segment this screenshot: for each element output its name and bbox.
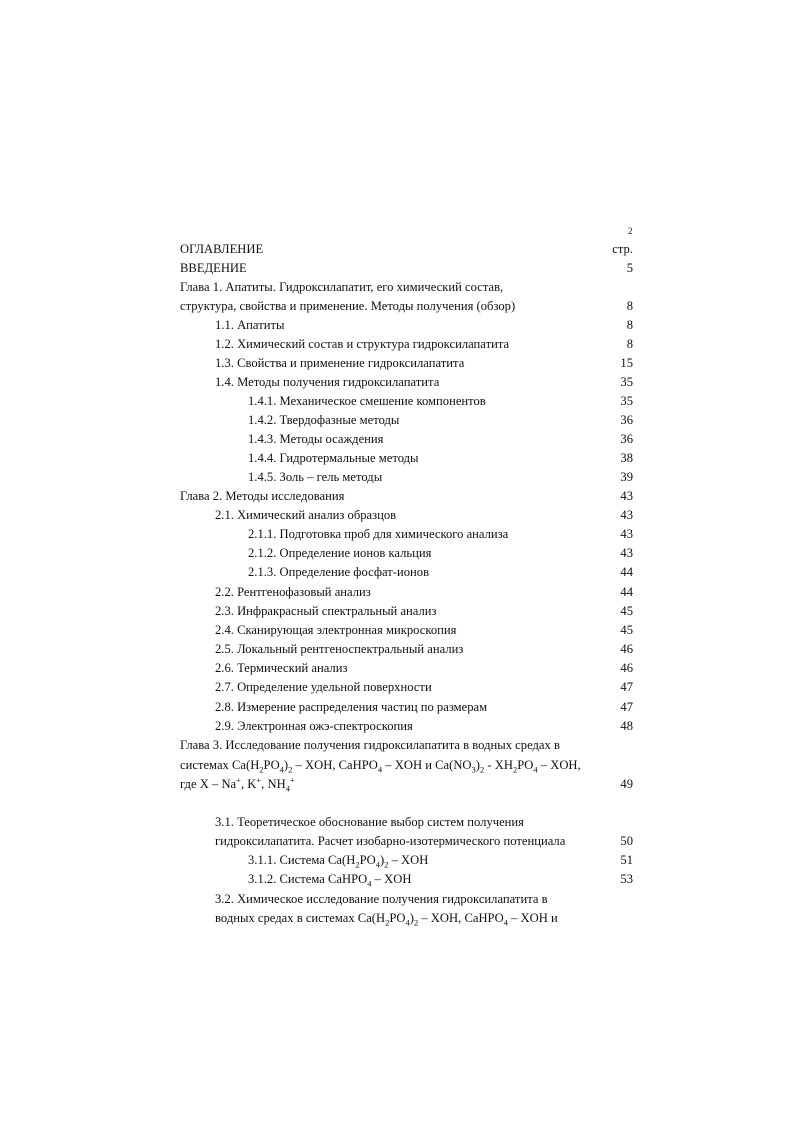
toc-entry-page: 43 — [620, 508, 633, 522]
toc-entry-title: 1.4.5. Золь – гель методы — [248, 470, 383, 484]
toc-entry-title: 1.4.4. Гидротермальные методы — [248, 451, 419, 465]
toc-entry-page: 35 — [620, 394, 633, 408]
toc-entry — [0, 890, 795, 909]
toc-entry — [0, 775, 795, 794]
toc-entry — [0, 411, 795, 430]
toc-entry — [0, 756, 795, 775]
toc-entry-title: структура, свойства и применение. Методы получения (обзор) — [180, 299, 516, 313]
toc-entry — [0, 430, 795, 449]
toc-entry-title: ВВЕДЕНИЕ — [180, 261, 247, 275]
toc-entry — [0, 544, 795, 563]
toc-entry — [0, 621, 795, 640]
page-number: 2 — [628, 226, 633, 236]
toc-entry — [0, 602, 795, 621]
toc-entry-page: 53 — [620, 872, 633, 886]
toc-entry — [0, 316, 795, 335]
toc-entry-title: 1.1. Апатиты — [215, 318, 285, 332]
toc-entry-page: 46 — [620, 661, 633, 675]
toc-entry-page: 51 — [620, 853, 633, 867]
toc-entry-title: 2.7. Определение удельной поверхности — [215, 680, 432, 694]
toc-entry — [0, 583, 795, 602]
toc-entry — [0, 354, 795, 373]
toc-entry — [0, 373, 795, 392]
toc-entry — [0, 335, 795, 354]
toc-entry-page: 38 — [620, 451, 633, 465]
toc-entry — [0, 449, 795, 468]
toc-entry-title: 2.9. Электронная ожэ-спектроскопия — [215, 719, 413, 733]
toc-entry-title: 2.1.1. Подготовка проб для химического анализа — [248, 527, 509, 541]
toc-entry — [0, 240, 795, 259]
toc-entry — [0, 278, 795, 297]
toc-entry-title: 1.4.3. Методы осаждения — [248, 432, 384, 446]
toc-entry-page: 39 — [620, 470, 633, 484]
toc-entry-title: Глава 3. Исследование получения гидроксилапатита в водных средах в — [180, 738, 560, 752]
toc-entry-title: 2.3. Инфракрасный спектральный анализ — [215, 604, 437, 618]
toc-entry — [0, 832, 795, 851]
toc-entry-title: 1.2. Химический состав и структура гидроксилапатита — [215, 337, 510, 351]
toc-entry-page: 5 — [626, 261, 633, 275]
toc-entry-page: 46 — [620, 642, 633, 656]
toc-entry — [0, 659, 795, 678]
toc-entry — [0, 506, 795, 525]
toc-entry-title: 1.4.2. Твердофазные методы — [248, 413, 400, 427]
toc-entry — [0, 468, 795, 487]
toc-entry — [0, 736, 795, 755]
toc-entry — [0, 870, 795, 889]
toc-entry-title: Глава 2. Методы исследования — [180, 489, 345, 503]
toc-entry-page: 49 — [620, 777, 633, 791]
toc-entry-title: 2.1.2. Определение ионов кальция — [248, 546, 432, 560]
toc-entry-page: 43 — [620, 489, 633, 503]
toc-entry-title: 2.1.3. Определение фосфат-ионов — [248, 565, 430, 579]
toc-entry-page: 43 — [620, 527, 633, 541]
toc-entry-page: 50 — [620, 834, 633, 848]
toc-entry-title: 2.6. Термический анализ — [215, 661, 348, 675]
toc-entry — [0, 525, 795, 544]
toc-entry — [0, 813, 795, 832]
toc-entry — [0, 698, 795, 717]
toc-entry-title: 3.1. Теоретическое обоснование выбор систем получения — [215, 815, 524, 829]
toc-entry-title: 2.2. Рентгенофазовый анализ — [215, 585, 371, 599]
toc-entry-page: 44 — [620, 585, 633, 599]
toc-entry — [0, 259, 795, 278]
toc-entry-title: 3.2. Химическое исследование получения гидроксилапатита в — [215, 892, 548, 906]
toc-entry-page: 35 — [620, 375, 633, 389]
toc-entry — [0, 678, 795, 697]
toc-entry-page: 47 — [620, 680, 633, 694]
toc-entry — [0, 297, 795, 316]
toc-entry-title: 1.4. Методы получения гидроксилапатита — [215, 375, 440, 389]
toc-entry-page: 43 — [620, 546, 633, 560]
toc-entry-page: 36 — [620, 413, 633, 427]
toc-entry-page: 8 — [626, 318, 633, 332]
toc-entry-page: стр. — [612, 242, 633, 256]
toc-entry-title: 2.1. Химический анализ образцов — [215, 508, 397, 522]
toc-entry — [0, 563, 795, 582]
toc-entry-title: гидроксилапатита. Расчет изобарно-изотермического потенциала — [215, 834, 566, 848]
toc-entry-page: 8 — [626, 337, 633, 351]
toc-entry-title: 3.1.1. Система $Ca(H_2PO_4)_2$ – XOH — [248, 853, 429, 870]
toc-entry-title: 2.4. Сканирующая электронная микроскопия — [215, 623, 457, 637]
toc-entry-page: 44 — [620, 565, 633, 579]
toc-entry-page: 45 — [620, 623, 633, 637]
toc-entry — [0, 640, 795, 659]
toc-entry-page: 47 — [620, 700, 633, 714]
toc-entry-title: 2.8. Измерение распределения частиц по размерам — [215, 700, 488, 714]
toc-entry — [0, 487, 795, 506]
toc-entry-title: ОГЛАВЛЕНИЕ — [180, 242, 264, 256]
toc-entry-title: водных средах в системах $Ca(H_2PO_4)_2$ – XOH, CaHPO$_4$ – XOH и — [215, 911, 558, 928]
toc-entry-title: 2.5. Локальный рентгеноспектральный анализ — [215, 642, 464, 656]
toc-entry — [0, 909, 795, 928]
toc-entry-page: 45 — [620, 604, 633, 618]
toc-entry — [0, 392, 795, 411]
toc-entry-title: системах $Ca(H_2PO_4)_2$ – XOH, CaHPO$_4$ – XOH и $Ca(NO_3)_2 - XH_2PO_4$ – XOH, — [180, 758, 581, 775]
toc-entry — [0, 717, 795, 736]
toc-entry-page: 8 — [626, 299, 633, 313]
toc-entry — [0, 851, 795, 870]
toc-entry-page: 36 — [620, 432, 633, 446]
toc-entry-title: Глава 1. Апатиты. Гидроксилапатит, его химический состав, — [180, 280, 504, 294]
toc-entry-title: 1.4.1. Механическое смешение компонентов — [248, 394, 486, 408]
toc-entry-title: 1.3. Свойства и применение гидроксилапатита — [215, 356, 465, 370]
toc-entry-page: 48 — [620, 719, 633, 733]
toc-entry-title: 3.1.2. Система CaHPO$_4$ – XOH — [248, 872, 412, 889]
toc-entry-page: 15 — [620, 356, 633, 370]
toc-entry-title: где X – Na+, K+, $NH_4^+$ — [180, 774, 295, 794]
